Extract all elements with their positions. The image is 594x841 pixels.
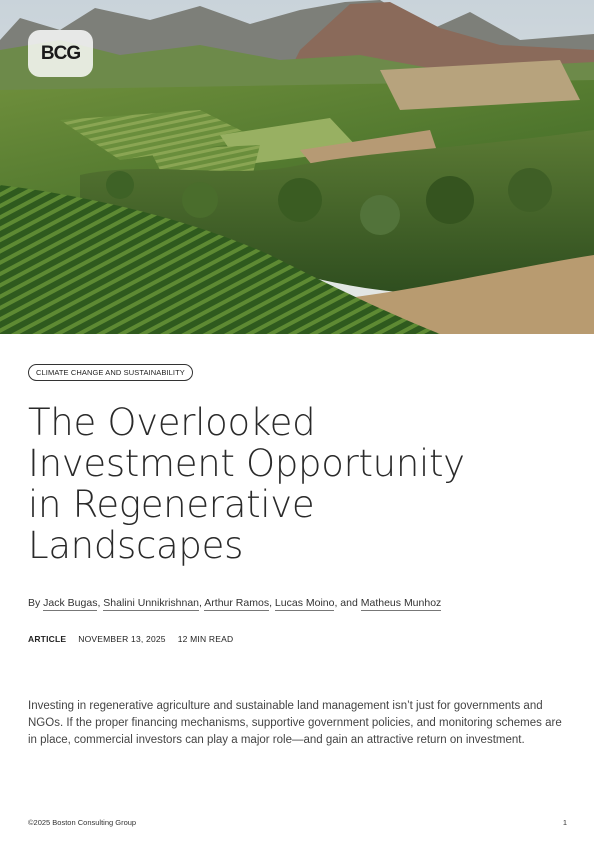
title-line: in Regenerative: [28, 483, 315, 526]
author-link[interactable]: Arthur Ramos: [204, 597, 270, 609]
separator: ,: [199, 597, 205, 609]
category-tag[interactable]: CLIMATE CHANGE AND SUSTAINABILITY: [28, 364, 193, 381]
author-link[interactable]: Shalini Unnikrishnan: [103, 597, 200, 609]
byline: [28, 597, 441, 609]
author-link[interactable]: Matheus Munhoz: [360, 597, 442, 609]
author-link[interactable]: Lucas Moino: [274, 597, 335, 609]
title-line: Landscapes: [28, 524, 244, 567]
read-time: 12 MIN READ: [177, 634, 234, 644]
hero-image: [0, 0, 594, 334]
article-type: ARTICLE: [28, 634, 67, 644]
publish-date: NOVEMBER 13, 2025: [78, 634, 166, 644]
page-number: 1: [562, 818, 567, 827]
bcg-logo: [28, 30, 93, 77]
title-line: The Overlooked: [28, 401, 316, 444]
title-line: Investment Opportunity: [28, 442, 465, 485]
byline-prefix: By: [28, 597, 44, 609]
page-title: [28, 402, 548, 566]
article-meta: [28, 634, 233, 644]
separator: ,: [97, 597, 104, 609]
separator: ,: [269, 597, 275, 609]
copyright: ©2025 Boston Consulting Group: [28, 818, 137, 827]
logo-text: BCG: [40, 42, 81, 64]
author-link[interactable]: Jack Bugas: [43, 597, 98, 609]
separator: , and: [334, 597, 361, 609]
intro-paragraph: Investing in regenerative agriculture and sustainable land management isn’t just for governments and NGOs. If the proper financing mechanisms, supportive government policies, and monitoring schemes are in place, commercial investors can play a major role—and gain an attractive return on investment.: [28, 700, 562, 746]
